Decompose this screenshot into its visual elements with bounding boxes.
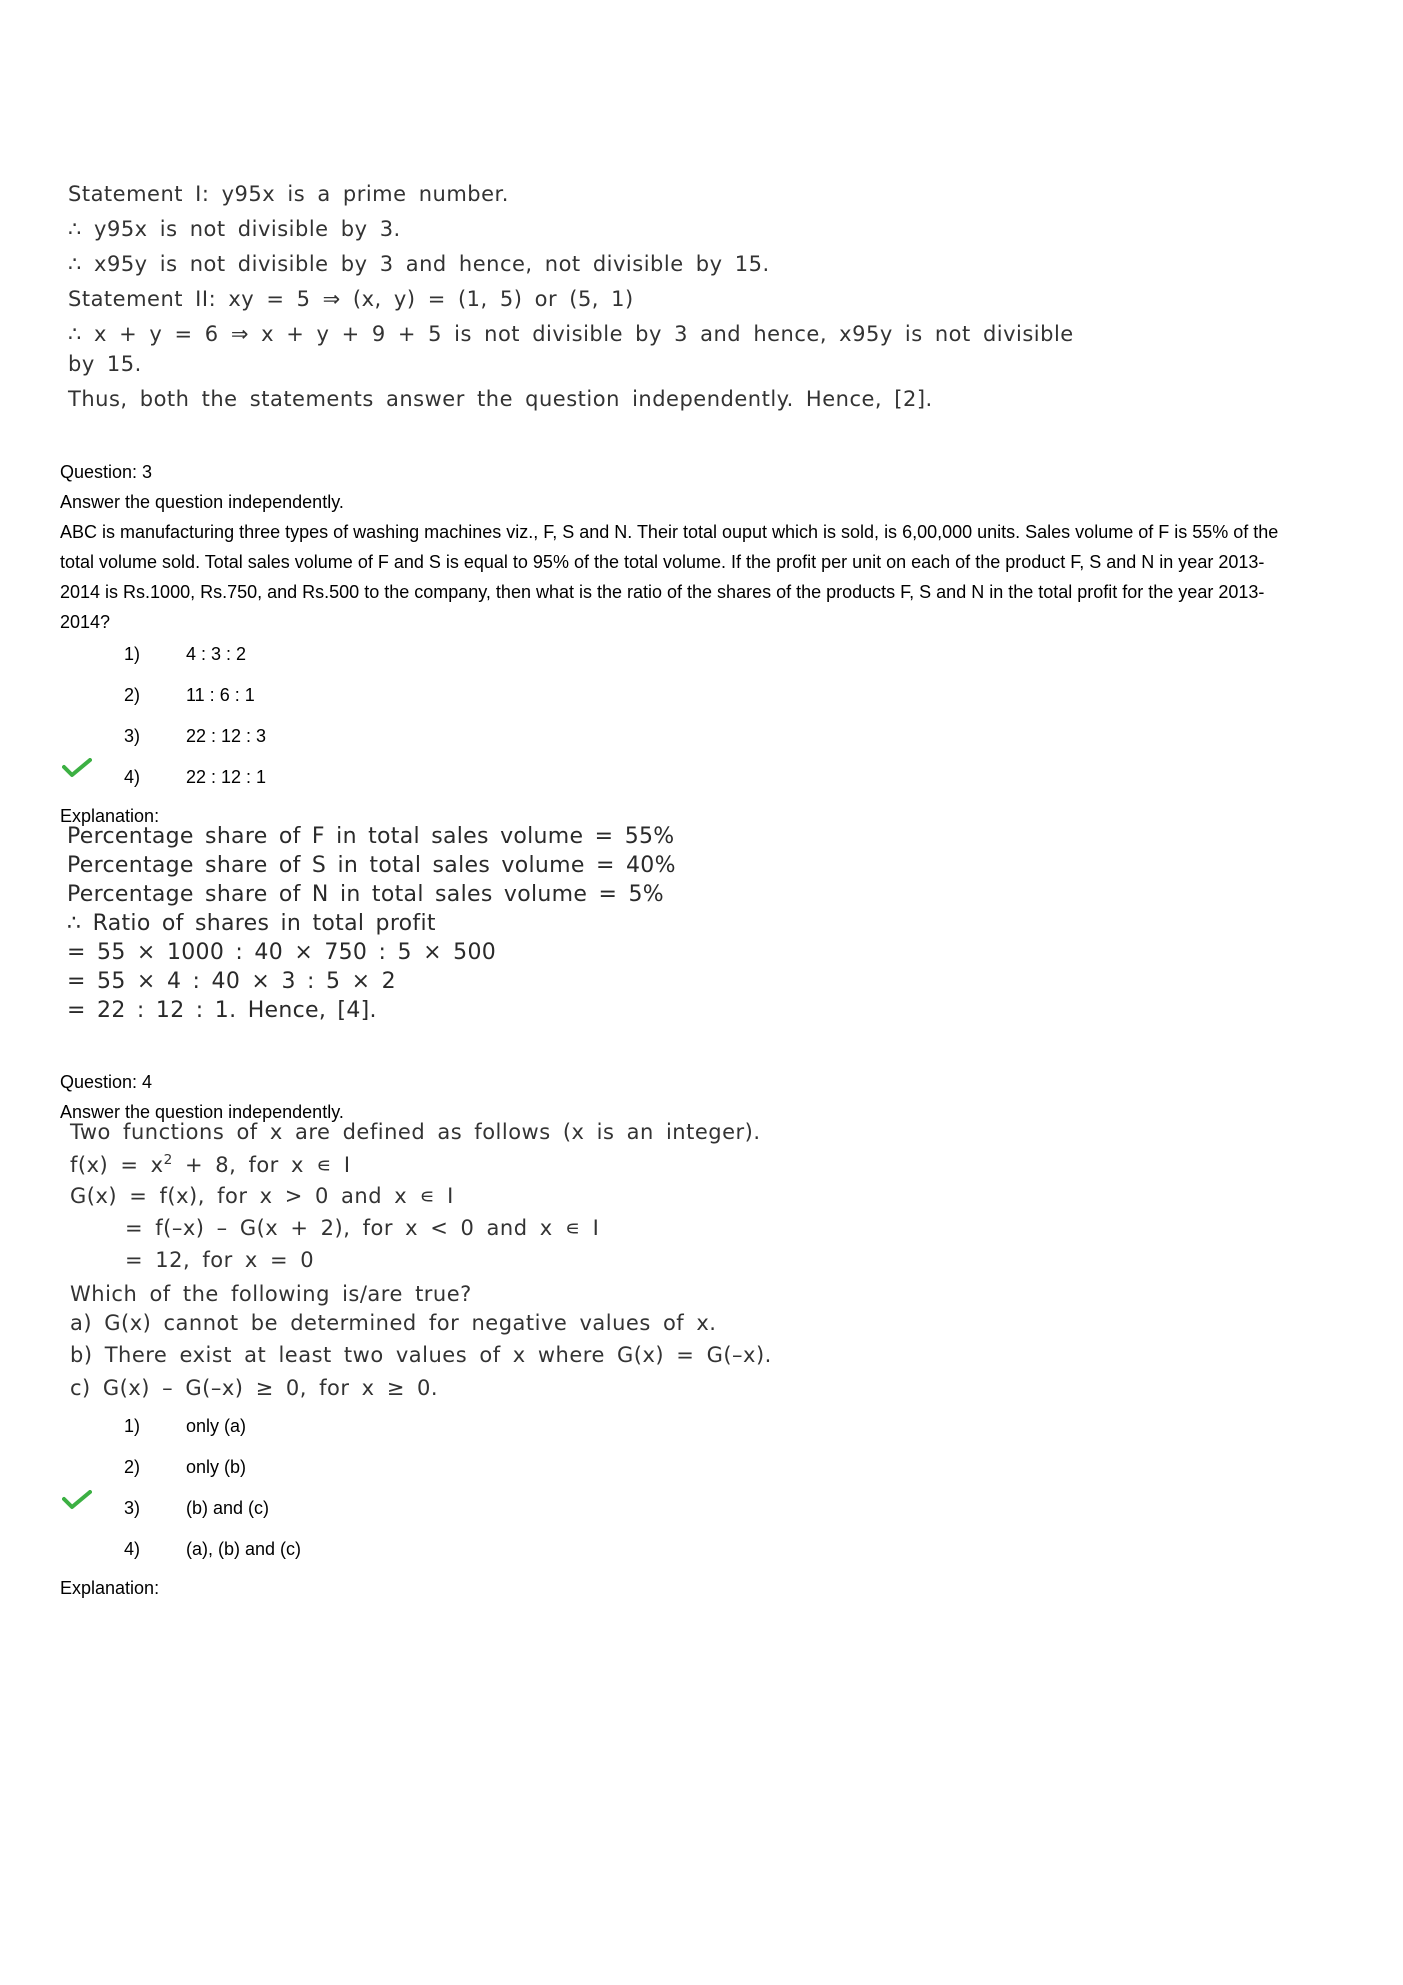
correct-check-icon [62,758,92,778]
option-number: 4) [124,1539,141,1559]
q3-expl-line: ∴ Ratio of shares in total profit [67,911,436,936]
question-instruction: Answer the question independently. [60,492,344,512]
q2-expl-line: ∴ x + y = 6 ⇒ x + y + 9 + 5 is not divisible by 3 and hence, x95y is not divisible [68,322,1074,346]
q4-stem-line: a) G(x) cannot be determined for negative values of x. [70,1311,717,1335]
q2-expl-line: Statement II: xy = 5 ⇒ (x, y) = (1, 5) or (5, 1) [68,287,634,311]
q4-stem-line: = f(–x) – G(x + 2), for x < 0 and x ∊ I [125,1216,600,1240]
option-number: 2) [124,685,141,705]
q4-stem-frag: + 8, for x ∊ I [172,1153,351,1177]
question-instruction: Answer the question independently. [60,1102,344,1122]
question-text: ABC is manufacturing three types of washing machines viz., F, S and N. Their total ouput which is sold, is 6,00,000 units. Sales volume of F is 55% of the total volume sold. Total sales volume of F and S is equal to 95% of the total volume. If the profit per unit on each of the product F, S and N in year 2013-2014 is Rs.1000, Rs.750, and Rs.500 to the company, then what is the ratio of the shares of the products F, S and N in the total profit for the year 2013-2014? [60,522,1279,632]
q2-expl-line: by 15. [68,352,142,376]
q3-expl-line: Percentage share of S in total sales volume = 40% [67,853,676,878]
option-number: 1) [124,1416,141,1436]
option-number: 1) [124,644,141,664]
q3-expl-line: = 22 : 12 : 1. Hence, [4]. [67,998,377,1023]
q3-expl-line: Percentage share of N in total sales volume = 5% [67,882,664,907]
option-text[interactable]: 11 : 6 : 1 [186,685,255,705]
q4-stem-line: c) G(x) – G(–x) ≥ 0, for x ≥ 0. [70,1376,439,1400]
option-text[interactable]: 4 : 3 : 2 [186,644,247,664]
option-text[interactable]: only (b) [186,1457,247,1477]
option-number: 2) [124,1457,141,1477]
q4-stem-line: G(x) = f(x), for x > 0 and x ∊ I [70,1184,454,1208]
q3-expl-line: = 55 × 4 : 40 × 3 : 5 × 2 [67,969,396,994]
question-number: Question: 4 [60,1072,153,1092]
question-number: Question: 3 [60,462,153,482]
option-text[interactable]: 22 : 12 : 1 [186,767,267,787]
q3-expl-line: Percentage share of F in total sales volume = 55% [67,824,675,849]
q2-expl-line: Thus, both the statements answer the question independently. Hence, [2]. [68,387,933,411]
option-number: 3) [124,1498,141,1518]
correct-check-icon [62,1490,92,1510]
option-text[interactable]: (a), (b) and (c) [186,1539,302,1559]
explanation-label: Explanation: [60,1578,160,1598]
option-number: 4) [124,767,141,787]
q4-stem-line: Two functions of x are defined as follows (x is an integer). [70,1120,761,1144]
q2-expl-line: Statement I: y95x is a prime number. [68,182,509,206]
q4-stem-sup: 2 [163,1152,173,1168]
q3-expl-line: = 55 × 1000 : 40 × 750 : 5 × 500 [67,940,497,965]
option-text[interactable]: 22 : 12 : 3 [186,726,267,746]
q2-expl-line: ∴ x95y is not divisible by 3 and hence, not divisible by 15. [68,252,770,276]
option-text[interactable]: only (a) [186,1416,247,1436]
option-number: 3) [124,726,141,746]
q2-expl-line: ∴ y95x is not divisible by 3. [68,217,401,241]
q4-stem-line [70,1152,351,1177]
q4-stem-frag: f(x) = x [70,1153,164,1177]
q4-stem-line: Which of the following is/are true? [70,1282,472,1306]
q4-stem-line: b) There exist at least two values of x where G(x) = G(–x). [70,1343,772,1367]
q4-stem-line: = 12, for x = 0 [125,1248,315,1272]
option-text[interactable]: (b) and (c) [186,1498,270,1518]
explanation-label: Explanation: [60,806,160,826]
